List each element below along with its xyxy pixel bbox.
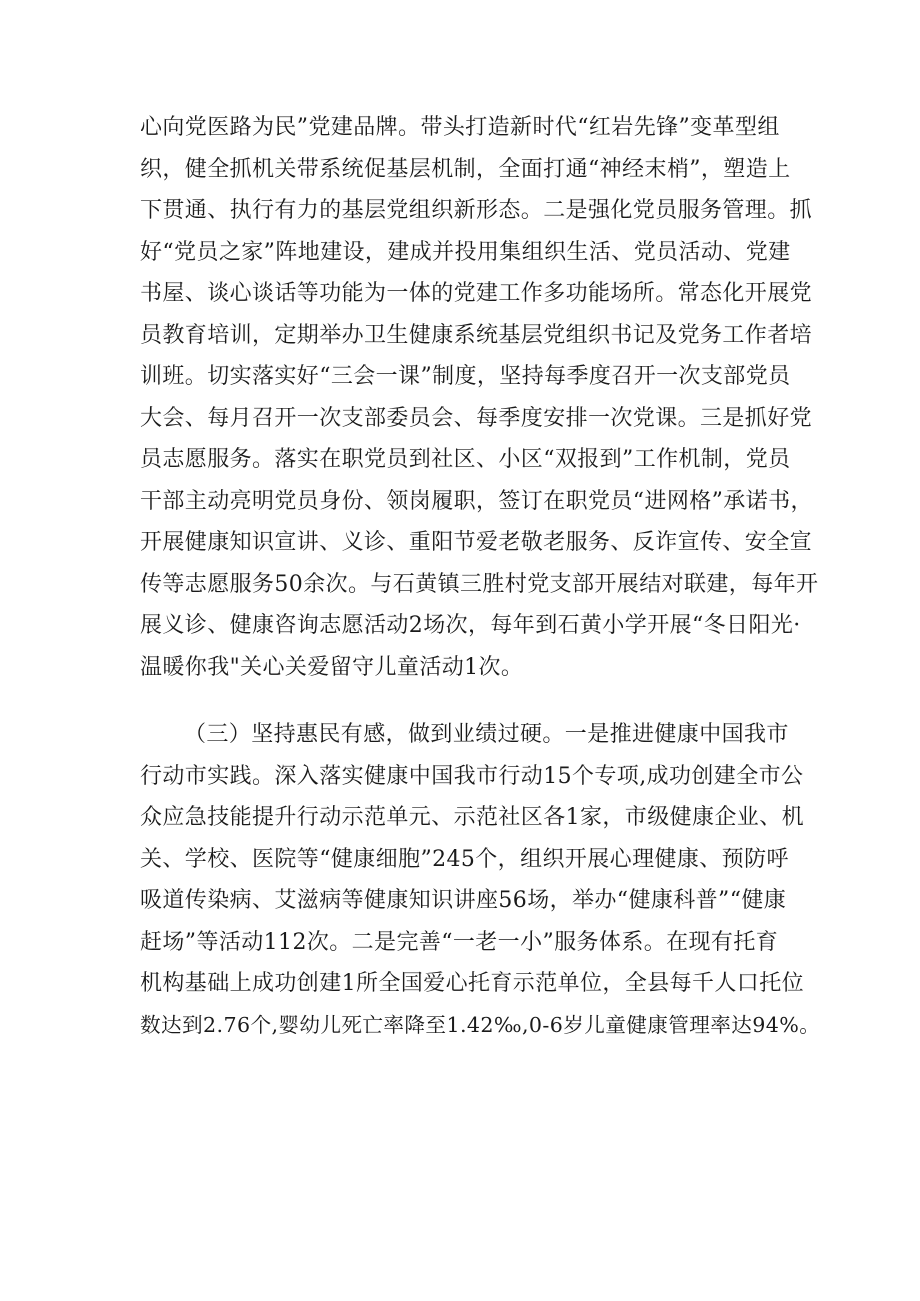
text-line: 训班。切实落实好“三会一课”制度，坚持每季度召开一次支部党员 [140,364,791,389]
text-line: 温暖你我"关心关爱留守儿童活动1次。 [140,654,524,680]
text-line: 员教育培训，定期举办卫生健康系统基层党组织书记及党务工作者培 [140,322,813,348]
text-line: 展义诊、健康咨询志愿活动2场次，每年到石黄小学开展“冬日阳光· [140,613,801,638]
text-line: 干部主动亮明党员身份、领岗履职，签订在职党员“进网格”承诺书， [140,488,813,514]
text-line: 众应急技能提升行动示范单元、示范社区各1家，市级健康企业、机 [140,805,804,830]
paragraph-party-building [140,107,820,688]
text-line: 数达到2.76个,婴幼儿死亡率降至1.42‰,0-6岁儿童健康管理率达94%。 [140,1012,821,1037]
text-line: 关、学校、医院等“健康细胞”245个，组织开展心理健康、预防呼 [140,846,789,872]
text-line: 员志愿服务。落实在职党员到社区、小区“双报到”工作机制，党员 [140,447,791,472]
text-line: 织，健全抓机关带系统促基层机制，全面打通“神经末梢”，塑造上 [140,156,791,182]
text-line: 心向党医路为民”党建品牌。带头打造新时代“红岩先锋”变革型组 [140,115,780,140]
text-line: 开展健康知识宣讲、义诊、重阳节爱老敬老服务、反诈宣传、安全宣 [140,530,813,555]
document-body [140,107,820,1046]
paragraph-public-service [140,714,820,1046]
section-heading-line: （三）坚持惠民有感，做到业绩过硬。一是推进健康中国我市 [184,722,789,747]
text-line: 好“党员之家”阵地建设，建成并投用集组织生活、党员活动、党建 [140,239,791,265]
text-line: 下贯通、执行有力的基层党组织新形态。二是强化党员服务管理。抓 [140,198,813,223]
text-line: 机构基础上成功创建1所全国爱心托育示范单位，全县每千人口托位 [140,971,804,996]
text-line: 传等志愿服务50余次。与石黄镇三胜村党支部开展结对联建，每年开 [140,571,819,597]
text-line: 书屋、谈心谈话等功能为一体的党建工作多功能场所。常态化开展党 [140,281,813,306]
text-line: 赶场”等活动112次。二是完善“一老一小”服务体系。在现有托育 [140,929,779,955]
text-line: 吸道传染病、艾滋病等健康知识讲座56场，举办“健康科普”“健康 [140,888,787,913]
text-line: 大会、每月召开一次支部委员会、每季度安排一次党课。三是抓好党 [140,405,813,431]
text-line: 行动市实践。深入落实健康中国我市行动15个专项,成功创建全市公 [140,763,804,789]
